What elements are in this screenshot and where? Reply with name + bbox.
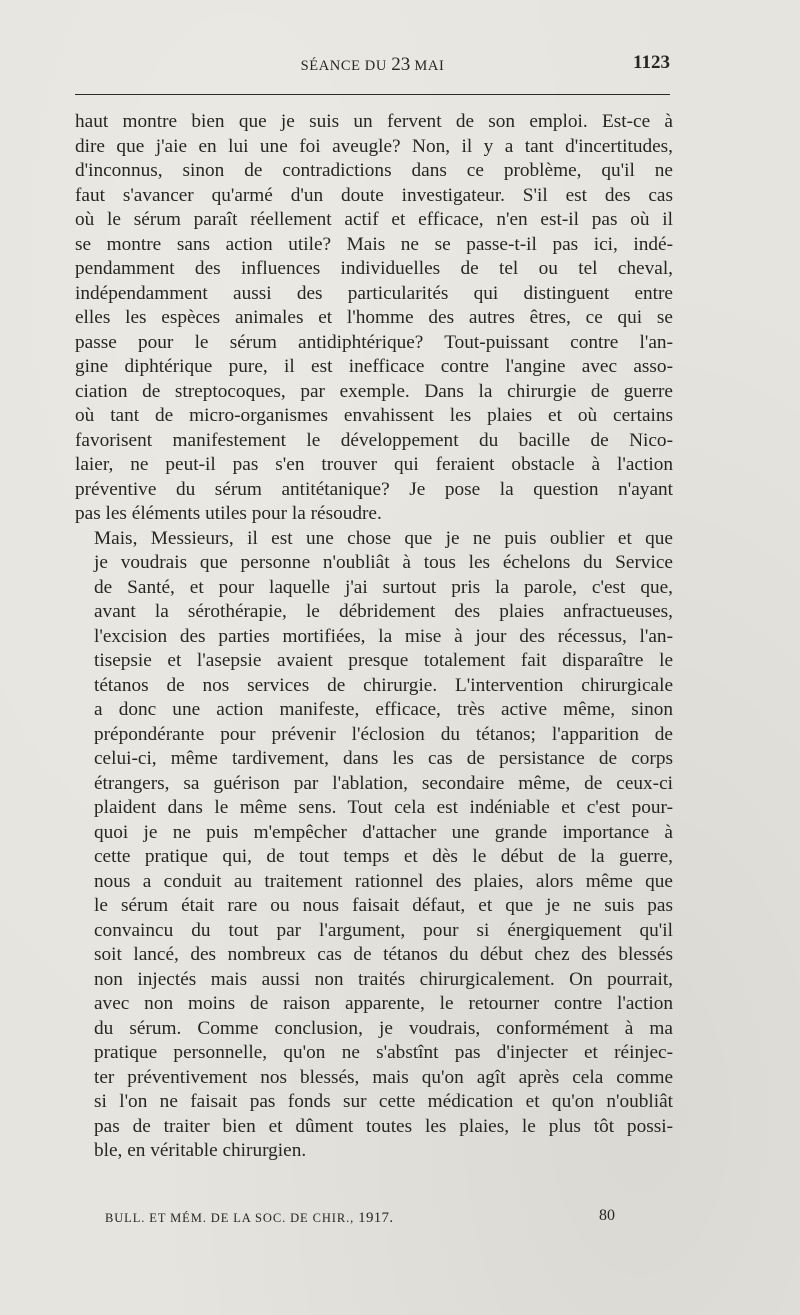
text-line: a donc une action manifeste, efficace, très active même, sinon <box>94 699 673 720</box>
text-line: quoi je ne puis m'empêcher d'attacher une grande importance à <box>94 821 673 843</box>
text-line: où tant de micro-organismes envahissent les plaies et où certains <box>75 405 673 426</box>
text-line: tisepsie et l'asepsie avaient presque totalement fait disparaître le <box>94 650 673 671</box>
text-line: pendamment des influences individuelles de tel ou tel cheval, <box>75 258 673 279</box>
text-line: pratique personnelle, qu'on ne s'abstînt pas d'injecter et réinjec- <box>94 1042 673 1063</box>
page-number: 1123 <box>633 52 670 73</box>
footer-journal-line <box>105 1210 393 1227</box>
text-line: de Santé, et pour laquelle j'ai surtout pris la parole, c'est que, <box>94 576 673 598</box>
page-footer <box>105 1207 615 1229</box>
text-line: d'inconnus, sinon de contradictions dans ce problème, qu'il ne <box>75 160 673 181</box>
text-line: elles les espèces animales et l'homme des autres êtres, ce qui se <box>75 307 673 328</box>
text-line: si l'on ne faisait pas fonds sur cette médication et qu'on n'oubliât <box>94 1091 673 1112</box>
text-line: l'excision des parties mortifiées, la mise à jour des récessus, l'an- <box>94 625 673 647</box>
text-line: Mais, Messieurs, il est une chose que je ne puis oublier et que <box>94 527 673 549</box>
text-line: soit lancé, des nombreux cas de tétanos du début chez des blessés <box>94 944 673 965</box>
text-line: plaident dans le même sens. Tout cela est indéniable et c'est pour- <box>94 797 673 818</box>
text-line: préventive du sérum antitétanique? Je pose la question n'ayant <box>75 478 673 500</box>
text-line: haut montre bien que je suis un fervent de son emploi. Est-ce à <box>75 111 673 132</box>
text-line: dire que j'aie en lui une foi aveugle? Non, il y a tant d'incertitudes, <box>75 135 673 157</box>
running-title <box>75 54 670 76</box>
text-line: prépondérante pour prévenir l'éclosion du tétanos; l'apparition de <box>94 723 673 745</box>
paragraph-1 <box>75 110 673 527</box>
title-month: MAI <box>414 58 445 74</box>
text-line: passe pour le sérum antidiphtérique? Tout-puissant contre l'an- <box>75 331 673 353</box>
text-line: avec non moins de raison apparente, le retourner contre l'action <box>94 993 673 1014</box>
text-line: ble, en véritable chirurgien. <box>94 1140 307 1161</box>
text-line: nous a conduit au traitement rationnel des plaies, alors même que <box>94 870 673 892</box>
text-line: gine diphtérique pure, il est inefficace contre l'angine avec asso- <box>75 356 673 377</box>
running-head <box>75 52 670 76</box>
text-line: non injectés mais aussi non traités chirurgicalement. On pourrait, <box>94 968 673 990</box>
title-prefix: SÉANCE DU <box>300 58 387 74</box>
text-line: pas de traiter bien et dûment toutes les plaies, le plus tôt possi- <box>94 1115 673 1137</box>
title-day: 23 <box>391 54 411 75</box>
footer-year: 1917. <box>358 1210 394 1226</box>
text-line: cette pratique qui, de tout temps et dès le début de la guerre, <box>94 846 673 867</box>
text-line: laier, ne peut-il pas s'en trouver qui feraient obstacle à l'action <box>75 454 673 475</box>
text-line: convaincu du tout par l'argument, pour si énergiquement qu'il <box>94 919 673 941</box>
text-line: indépendamment aussi des particularités qui distinguent entre <box>75 282 673 304</box>
text-line: étrangers, sa guérison par l'ablation, secondaire même, de ceux-ci <box>94 772 673 794</box>
paragraph-2 <box>75 527 673 1164</box>
header-rule <box>75 94 670 95</box>
text-line: le sérum était rare ou nous faisait défaut, et que je ne suis pas <box>94 895 673 916</box>
text-line: je voudrais que personne n'oubliât à tous les échelons du Service <box>94 552 673 573</box>
footer-journal: BULL. ET MÉM. DE LA SOC. DE CHIR., <box>105 1211 355 1225</box>
text-line: pas les éléments utiles pour la résoudre. <box>75 503 382 524</box>
body-text <box>75 110 673 1164</box>
footer-signature-mark: 80 <box>599 1207 615 1224</box>
text-line: ciation de streptocoques, par exemple. Dans la chirurgie de guerre <box>75 380 673 402</box>
text-line: du sérum. Comme conclusion, je voudrais, conformément à ma <box>94 1017 673 1039</box>
text-line: tétanos de nos services de chirurgie. L'intervention chirurgicale <box>94 674 673 696</box>
text-line: avant la sérothérapie, le débridement des plaies anfractueuses, <box>94 601 673 622</box>
text-line: où le sérum paraît réellement actif et efficace, n'en est-il pas où il <box>75 209 673 230</box>
text-line: se montre sans action utile? Mais ne se passe-t-il pas ici, indé- <box>75 233 673 255</box>
text-line: celui-ci, même tardivement, dans les cas de persistance de corps <box>94 748 673 769</box>
text-line: ter préventivement nos blessés, mais qu'on agît après cela comme <box>94 1066 673 1088</box>
text-line: faut s'avancer qu'armé d'un doute investigateur. S'il est des cas <box>75 184 673 206</box>
text-line: favorisent manifestement le développement du bacille de Nico- <box>75 429 673 451</box>
